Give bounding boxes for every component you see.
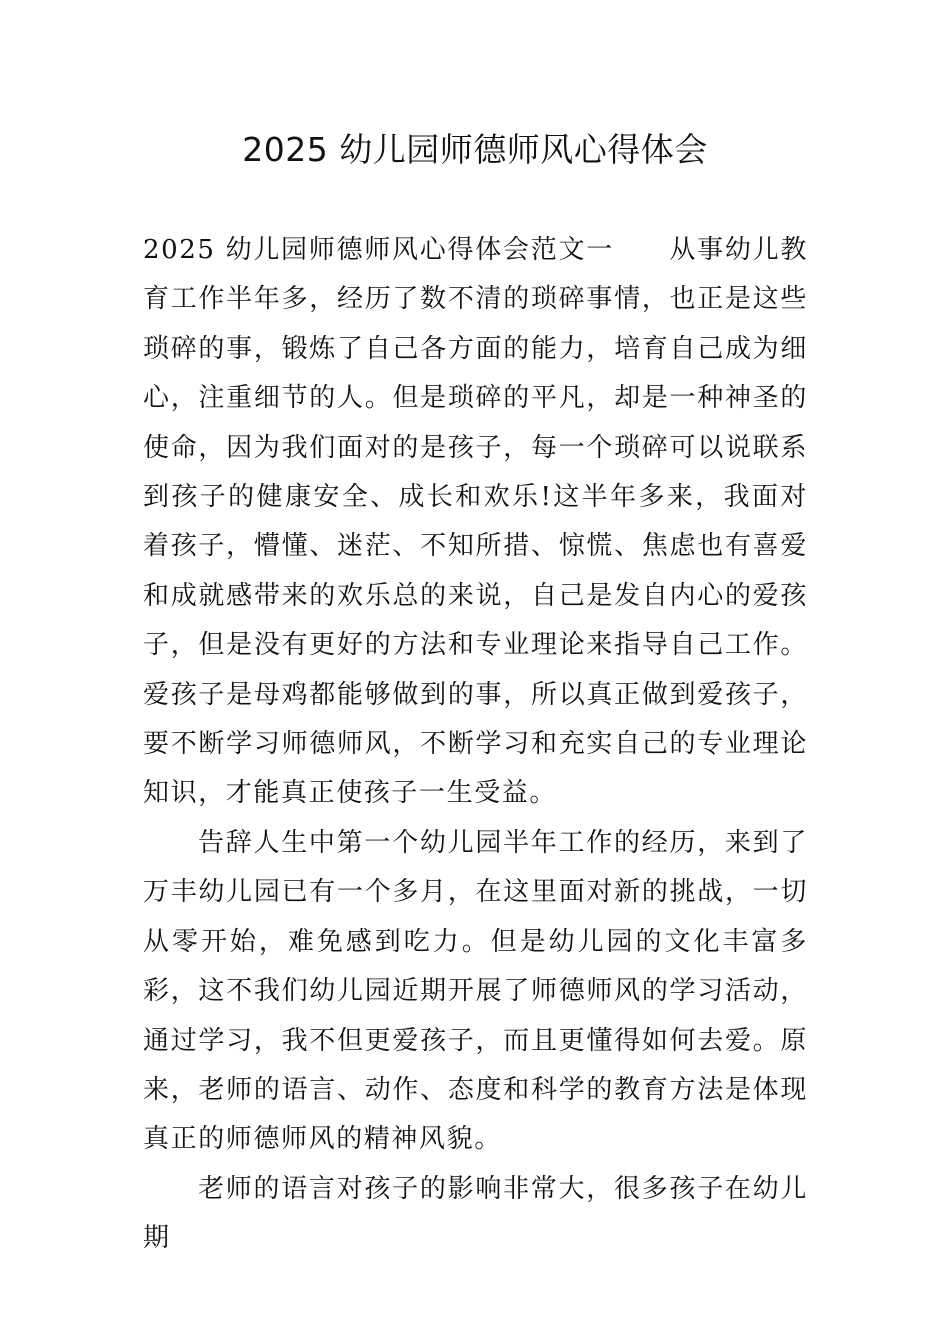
paragraph-teacher-language: 老师的语言对孩子的影响非常大，很多孩子在幼儿期 xyxy=(143,1173,808,1254)
paragraph-new-kindergarten: 告辞人生中第一个幼儿园半年工作的经历，来到了万丰幼儿园已有一个多月，在这里面对新的挑战，一切从零开始，难免感到吃力。但是幼儿园的文化丰富多彩，这不我们幼儿园近期开展了师德师风的学习活动，通过学习，我不但更爱孩子，而且更懂得如何去爱。原来，老师的语言、动作、态度和科学的教育方法是体现真正的师德师风的精神风貌。 xyxy=(143,827,808,1155)
document-body xyxy=(143,226,808,1264)
document-title: 2025 幼儿园师德师风心得体会 xyxy=(242,130,708,169)
paragraph-intro: 2025 幼儿园师德师风心得体会范文一 从事幼儿教育工作半年多，经历了数不清的琐碎事情，也正是这些琐碎的事，锻炼了自己各方面的能力，培育自己成为细心，注重细节的人。但是琐碎的平凡，却是一种神圣的使命，因为我们面对的是孩子，每一个琐碎可以说联系到孩子的健康安全、成长和欢乐!这半年多来，我面对着孩子，懵懂、迷茫、不知所措、惊慌、焦虑也有喜爱和成就感带来的欢乐总的来说，自己是发自内心的爱孩子，但是没有更好的方法和专业理论来指导自己工作。爱孩子是母鸡都能够做到的事，所以真正做到爱孩子，要不断学习师德师风，不断学习和充实自己的专业理论知识，才能真正使孩子一生受益。 xyxy=(143,235,808,809)
